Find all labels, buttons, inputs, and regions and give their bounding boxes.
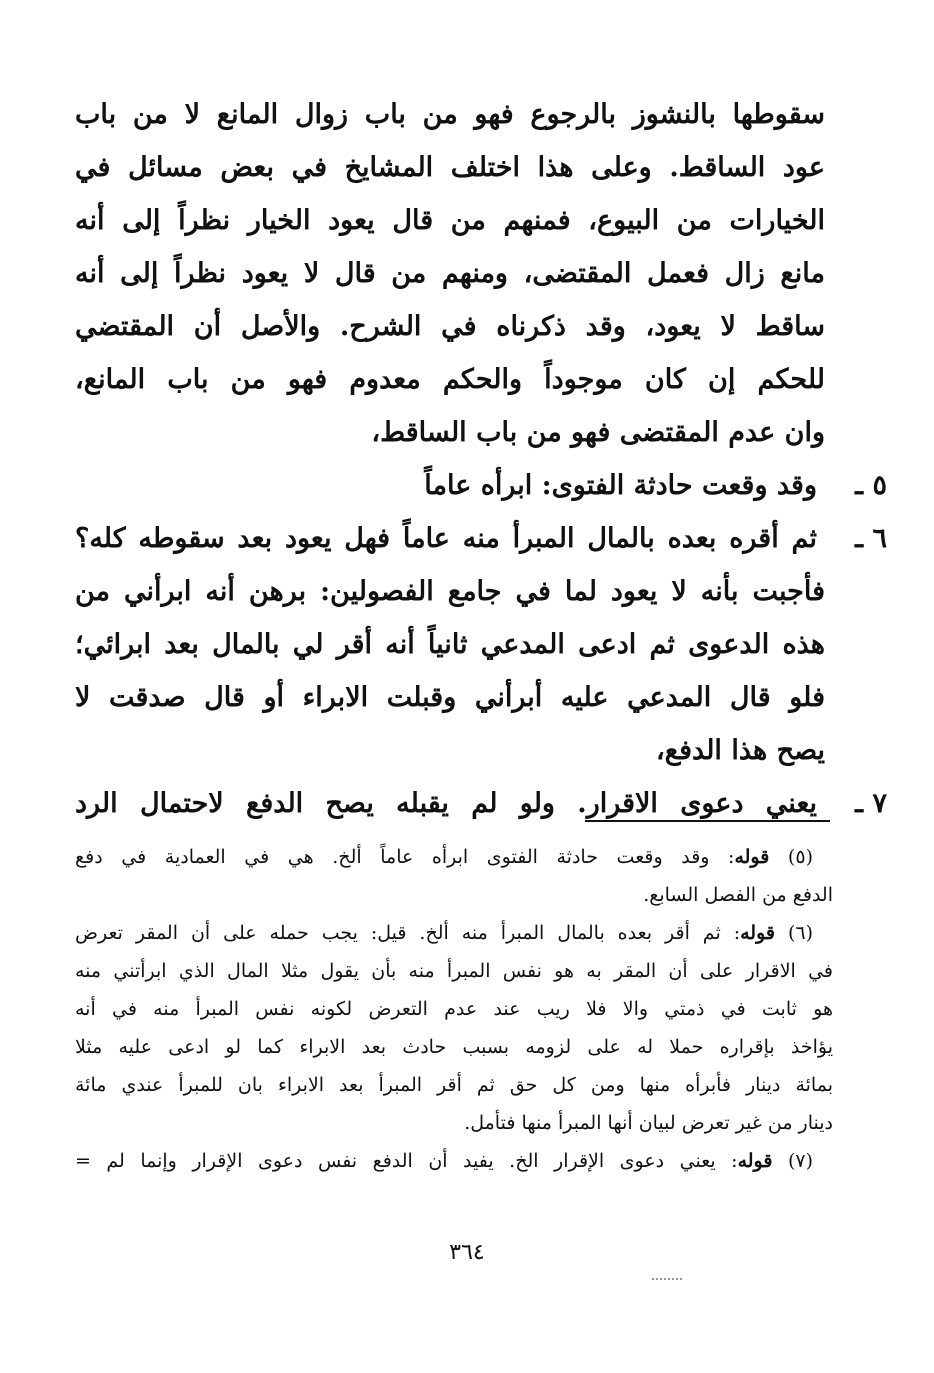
main-text-block [75, 88, 887, 830]
item-7-text: يعني دعوى الاقرار. ولو لم يقبله يصح الدفع لاحتمال الرد [75, 788, 817, 819]
footnote-5-text: : وقد وقعت حادثة الفتوى ابرأه عاماً ألخ. هي في العمادية في دفع [75, 846, 735, 868]
item-5-text: وقد وقعت حادثة الفتوى: ابرأه عاماً [424, 470, 817, 501]
footnote-6 [75, 914, 833, 952]
footnote-6-line-3: هو ثابت في ذمتي والا فلا ريب عند عدم التعرض لكونه نفس المبرأ منه في أنه [75, 998, 833, 1020]
footnote-5-line-2: الدفع من الفصل السابع. [643, 884, 833, 906]
footnote-5 [75, 838, 833, 876]
footnote-6-line-5: بمائة دينار فأبرأه منها ومن كل حق ثم أقر المبرأ بعد الابراء بان للمبرأ عندي مائة [75, 1074, 833, 1096]
footnote-6-keyword: قوله [740, 922, 775, 944]
item-5-number: ٥ ـ [855, 470, 887, 501]
page-number: ٣٦٤ [449, 1240, 485, 1265]
item-7 [75, 777, 887, 830]
main-line-5: ساقط لا يعود، وقد ذكرناه في الشرح. والأصل أن المقتضي [75, 311, 825, 342]
main-line-3: الخيارات من البيوع، فمنهم من قال يعود الخيار نظراً إلى أنه [75, 205, 825, 236]
main-line-6: للحكم إن كان موجوداً والحكم معدوم فهو من باب المانع، [75, 364, 825, 395]
footnote-7-marker: (٧) [787, 1150, 813, 1172]
item-6-line-3: هذه الدعوى ثم ادعى المدعي ثانياً أنه أقر لي بالمال بعد ابرائي؛ [75, 629, 825, 660]
footnote-5-marker: (٥) [787, 846, 813, 868]
footnote-6-line-4: يؤاخذ بإقراره حملا له على لزومه بسبب حادث بعد الابراء كما لو ادعى عليه مثلا [75, 1036, 833, 1058]
scan-dots [652, 1278, 682, 1282]
footnotes [75, 838, 833, 1180]
item-6-line-2: فأجبت بأنه لا يعود لما في جامع الفصولين: برهن أنه ابرأني من [75, 576, 825, 607]
item-6-line-5: يصح هذا الدفع، [656, 735, 825, 766]
item-6-number: ٦ ـ [855, 523, 887, 554]
footnote-6-line-2: في الاقرار على أن المقر به هو نفس المبرأ منه بأن يقول مثلا المال الذي ابرأتني منه [75, 960, 833, 982]
footnote-6-text: : ثم أقر بعده بالمال المبرأ منه ألخ. قيل: يجب حمله على أن المقر تعرض [75, 922, 741, 944]
main-line-7: وان عدم المقتضى فهو من باب الساقط، [371, 417, 825, 448]
footnote-7 [75, 1142, 833, 1180]
footnote-6-line-6: دينار من غير تعرض لبيان أنها المبرأ منها فتأمل. [464, 1112, 833, 1134]
main-line-2: عود الساقط. وعلى هذا اختلف المشايخ في بعض مسائل في [75, 152, 825, 183]
item-5 [75, 459, 887, 512]
item-6 [75, 512, 887, 565]
main-line-4: مانع زال فعمل المقتضى، ومنهم من قال لا يعود نظراً إلى أنه [75, 258, 825, 289]
item-6-line-4: فلو قال المدعي عليه أبرأني وقبلت الابراء أو قال صدقت لا [75, 682, 825, 713]
main-line-1: سقوطها بالنشوز بالرجوع فهو من باب زوال المانع لا من باب [75, 99, 825, 130]
footnote-7-text: : يعني دعوى الإقرار الخ. يفيد أن الدفع نفس دعوى الإقرار وإنما لم = [75, 1150, 738, 1172]
footnote-5-keyword: قوله [734, 846, 770, 868]
item-7-number: ٧ ـ [855, 788, 887, 819]
footnote-7-keyword: قوله [737, 1150, 773, 1172]
item-6-text: ثم أقره بعده بالمال المبرأ منه عاماً فهل يعود بعد سقوطه كله؟ [75, 523, 817, 554]
footnote-6-marker: (٦) [787, 922, 813, 944]
footnote-separator [585, 820, 830, 822]
